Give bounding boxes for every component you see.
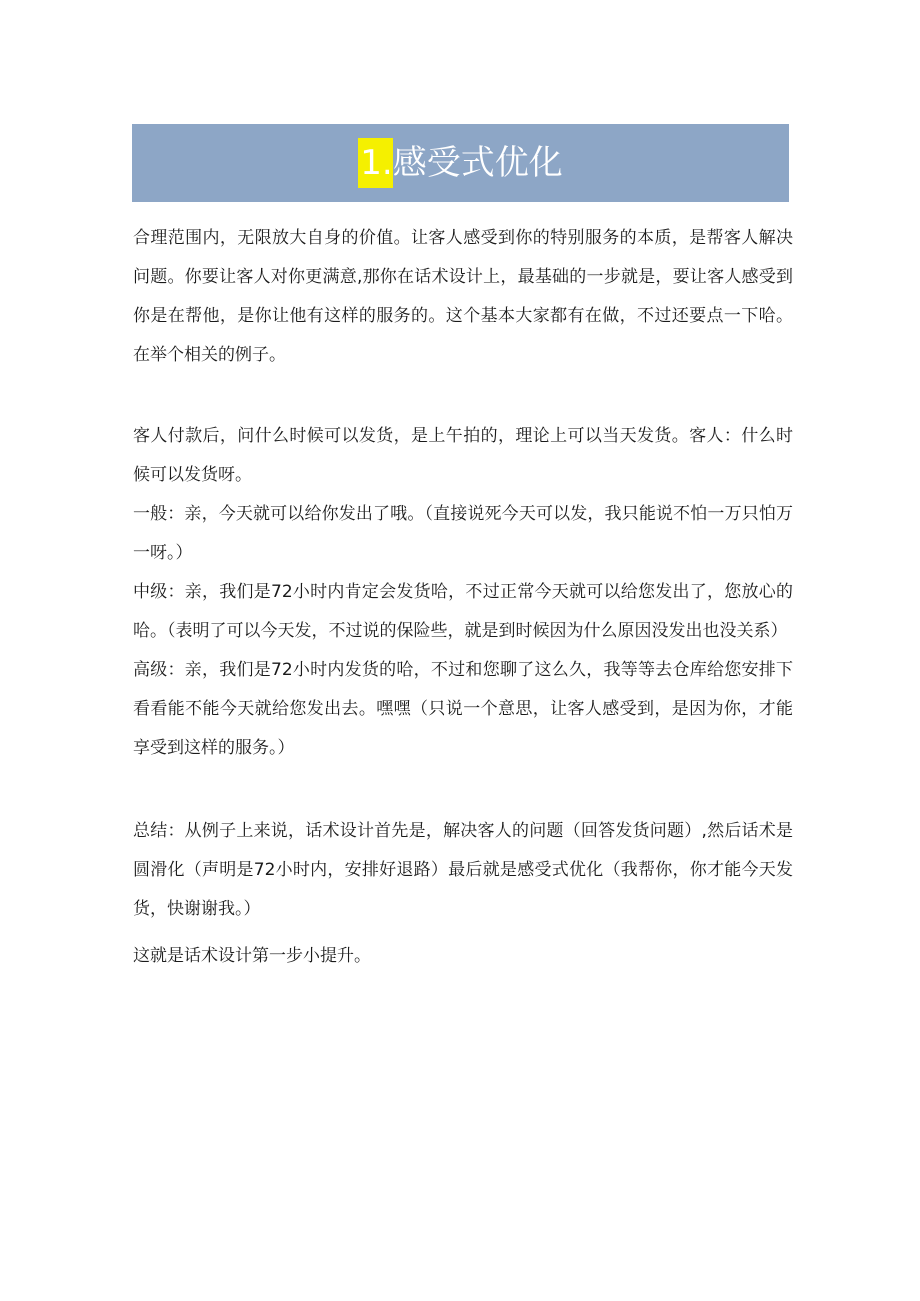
scenario-paragraph: 客人付款后，问什么时候可以发货，是上午拍的，理论上可以当天发货。客人：什么时候可以发货呀。 <box>133 426 793 485</box>
section-title-bar <box>132 124 789 202</box>
basic-level-paragraph: 一般：亲，今天就可以给你发出了哦。（直接说死今天可以发，我只能说不怕一万只怕万一呀。） <box>133 504 793 563</box>
summary-paragraph: 总结：从例子上来说，话术设计首先是，解决客人的问题（回答发货问题）,然后话术是圆滑化（声明是72小时内，安排好退路）最后就是感受式优化（我帮你，你才能今天发货，快谢谢我。） <box>133 821 793 919</box>
section-title <box>358 138 562 188</box>
intermediate-level-paragraph: 中级：亲，我们是72小时内肯定会发货哈，不过正常今天就可以给您发出了，您放心的哈。（表明了可以今天发，不过说的保险些，就是到时候因为什么原因没发出也没关系） <box>133 582 793 641</box>
advanced-level-paragraph: 高级：亲，我们是72小时内发货的哈，不过和您聊了这么久，我等等去仓库给您安排下看看能不能今天就给您发出去。嘿嘿（只说一个意思，让客人感受到，是因为你，才能享受到这样的服务。） <box>133 660 793 758</box>
section-title-text: 感受式优化 <box>392 143 563 183</box>
section-number-highlight: 1. <box>358 138 392 188</box>
document-body <box>133 219 793 976</box>
closing-paragraph: 这就是话术设计第一步小提升。 <box>133 946 371 966</box>
intro-paragraph: 合理范围内，无限放大自身的价值。让客人感受到你的特别服务的本质，是帮客人解决问题。你要让客人对你更满意,那你在话术设计上，最基础的一步就是，要让客人感受到你是在帮他，是你让他有这样的服务的。这个基本大家都有在做，不过还要点一下哈。在举个相关的例子。 <box>133 228 793 365</box>
